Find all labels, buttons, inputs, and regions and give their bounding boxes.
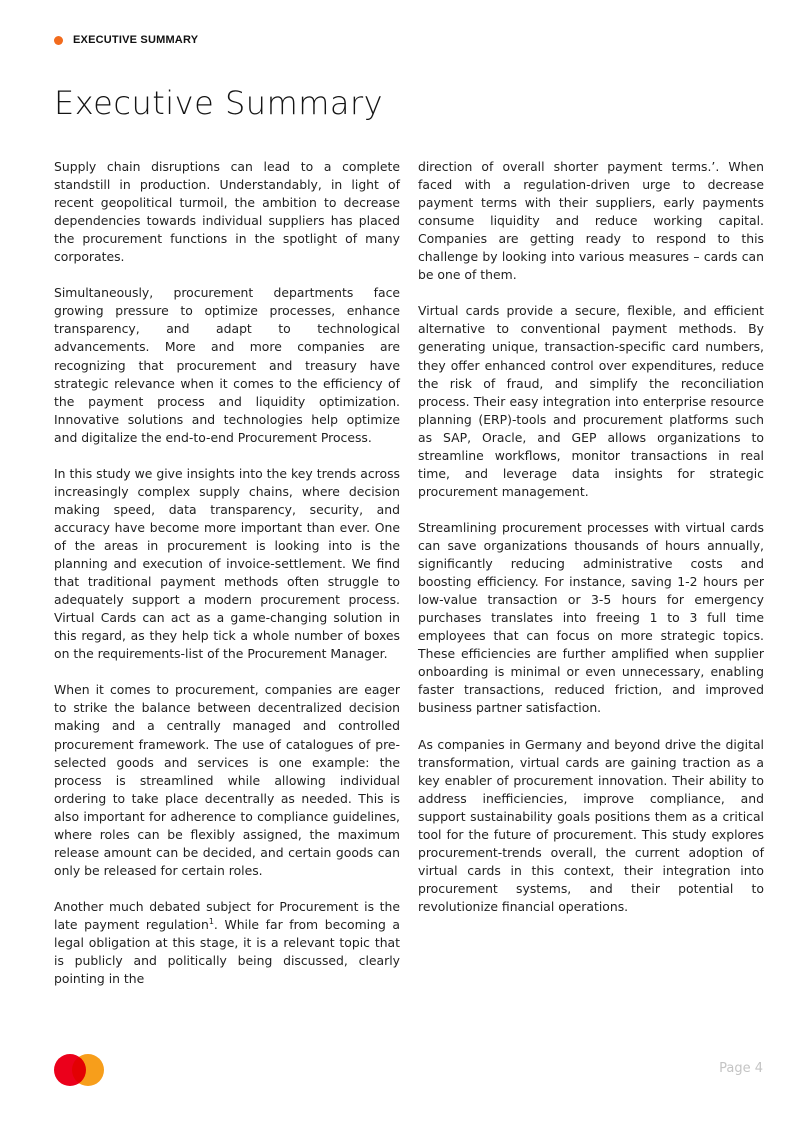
logo-yellow-circle: [72, 1054, 104, 1086]
footnote-ref[interactable]: 1: [208, 916, 214, 926]
paragraph: As companies in Germany and beyond drive the digital transformation, virtual cards are gaining traction as a key enabler of procurement innovation. Their ability to address inefficiencies, improve compliance, and support sustainability goals positions them as a critical tool for the future of procurement. This study explores procurement-trends overall, the current adoption of virtual cards in this context, their integration into procurement systems, and their potential to revolutionize financial operations.: [418, 736, 764, 914]
paragraph-text: Another much debated subject for Procurement is the late payment regulation: [54, 898, 400, 932]
paragraph: Virtual cards provide a secure, flexible, and efficient alternative to conventional payment methods. By generating unique, transaction-specific card numbers, they offer enhanced control over expenditures, reduce the risk of fraud, and simplify the reconciliation process. Their easy integration into enterprise resource planning (ERP)-tools and procurement platforms such as SAP, Oracle, and GEP allows organizations to streamline workflows, monitor transactions in real time, and leverage data insights for strategic procurement management.: [418, 303, 764, 499]
page-title: Executive Summary: [54, 84, 384, 122]
paragraph: Simultaneously, procurement departments face growing pressure to optimize processes, enhance transparency, and adapt to technological advancements. More and more companies are recognizing that procurement and treasury have strategic relevance when it comes to the efficiency of the payment process and liquidity optimization. Innovative solutions and technologies help optimize and digitalize the end-to-end Procurement Process.: [54, 285, 400, 445]
section-label: EXECUTIVE SUMMARY: [73, 34, 199, 46]
paragraph-text: . While far from becoming a legal obligation at this stage, it is a relevant topic that is publicly and politically being discussed, clearly pointing in the: [54, 916, 400, 987]
paragraph: Supply chain disruptions can lead to a complete standstill in production. Understandably, in light of recent geopolitical turmoil, the ambition to decrease dependencies towards individual suppliers has placed the procurement functions in the spotlight of many corporates.: [54, 159, 400, 265]
orange-bullet-icon: [54, 36, 63, 45]
section-header: [54, 34, 198, 46]
paragraph: [54, 898, 400, 988]
page-number: Page 4: [719, 1061, 763, 1076]
paragraph: In this study we give insights into the key trends across increasingly complex supply chains, where decision making speed, data transparency, security, and accuracy have become more important than ever. One of the areas in procurement is looking into is the planning and execution of invoice-settlement. We find that traditional payment methods often struggle to adequately support a modern procurement process. Virtual Cards can act as a game-changing solution in this regard, as they help tick a whole number of boxes on the requirements-list of the Procurement Manager.: [54, 465, 400, 662]
right-column: [418, 158, 764, 934]
mastercard-logo-icon: [54, 1054, 106, 1086]
paragraph: Streamlining procurement processes with virtual cards can save organizations thousands of hours annually, significantly reducing administrative costs and boosting efficiency. For instance, saving 1-2 hours per low-value transaction or 3-5 hours for emergency purchases translates into freeing 1 to 3 full time employees that can focus on more strategic topics. These efficiencies are further amplified when supplier onboarding is minimal or even unnecessary, enabling faster transactions, reduced friction, and improved business partner satisfaction.: [418, 519, 764, 716]
paragraph: When it comes to procurement, companies are eager to strike the balance between decentralized decision making and a centrally managed and controlled procurement framework. The use of catalogues of pre-selected goods and services is one example: the process is streamlined while allowing individual ordering to take place decentrally as needed. This is also important for adherence to compliance guidelines, where roles can be flexibly assigned, the maximum release amount can be decided, and certain goods can only be released for certain roles.: [54, 682, 400, 878]
paragraph: direction of overall shorter payment terms.’. When faced with a regulation-driven urge to decrease payment terms with their suppliers, early payments consume liquidity and reduce working capital. Companies are getting ready to respond to this challenge by looking into various measures – cards can be one of them.: [418, 159, 764, 283]
left-column: [54, 158, 400, 1006]
